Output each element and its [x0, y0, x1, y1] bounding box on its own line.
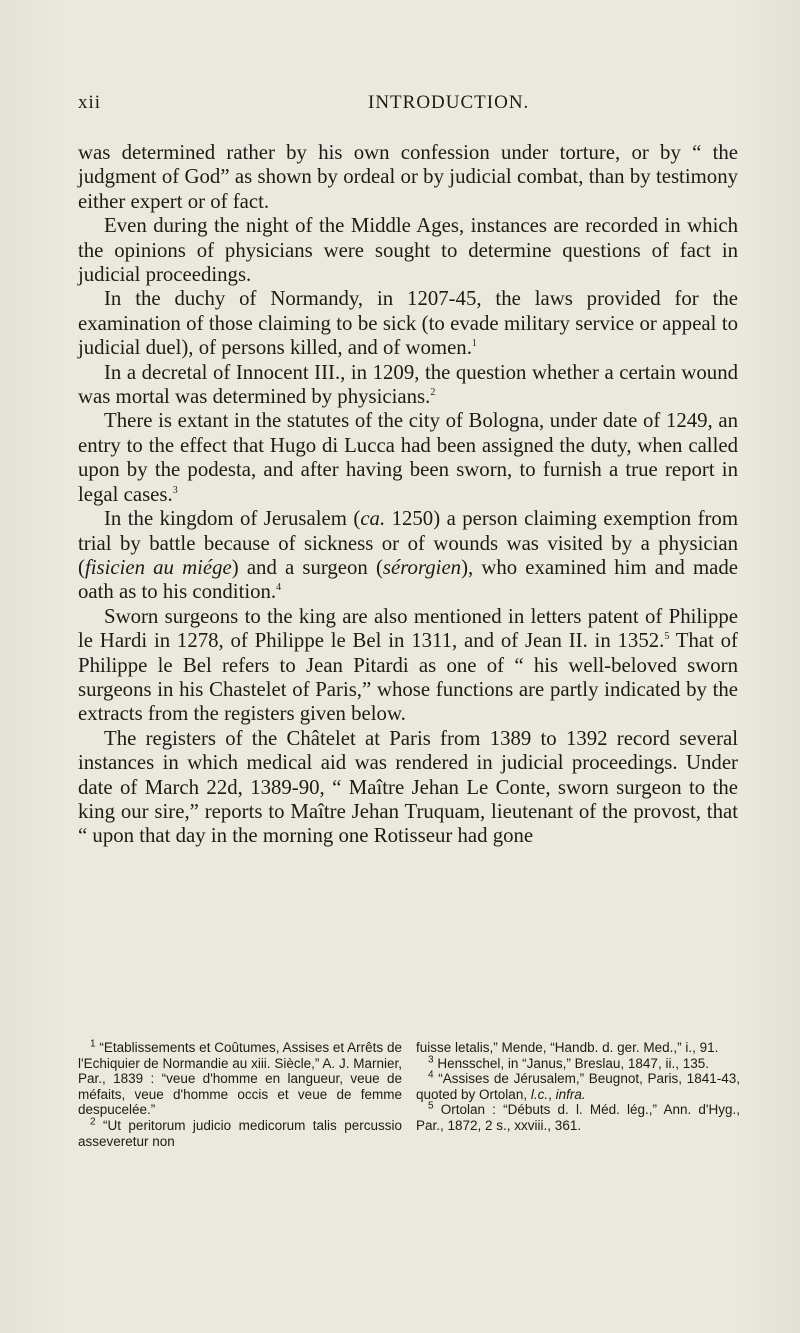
running-title: INTRODUCTION.: [368, 92, 530, 113]
footnote-1: $^1$ “Etablissements et Coûtumes, Assises et Arrêts de l'Echiquier de Normandie au xiii. Siècle,” A. J. Marnier, Par., 1839 : “veue d'homme en langueur, veue de méfaits, veue d'homme occis et veue de femme despucelée.”: [78, 1038, 402, 1118]
paragraph: The registers of the Châtelet at Paris from 1389 to 1392 record several instances in which medical aid was rendered in judicial proceedings. Under date of March 22d, 1389-90, “ Maître Jehan Le Conte, sworn surgeon to the king our sire,” reports to Maître Jehan Truquam, lieutenant of the provost, that “ upon that day in the morning one Rotisseur had gone: [78, 726, 738, 848]
paragraph: Sworn surgeons to the king are also mentioned in letters patent of Philippe le Hardi in 1278, of Philippe le Bel in 1311, and of Jean II. in 1352.$^5$ That of Philippe le Bel refers to Jean Pitardi as one of “ his well-beloved sworn surgeons in his Chastelet of Paris,” whose functions are partly indicated by the extracts from the registers given below.: [78, 604, 738, 726]
page-number: xii: [78, 92, 102, 113]
main-text: [78, 141, 738, 849]
paragraph: In a decretal of Innocent III., in 1209, the question whether a certain wound was mortal was determined by physicians.$^2$: [78, 360, 738, 409]
footnote-ref: 3: [172, 484, 178, 496]
footnote-5: $^5$ Ortolan : “Débuts d. l. Méd. lég.,” Ann. d'Hyg., Par., 1872, 2 s., xxviii., 361.: [416, 1100, 740, 1133]
footnote-ref: 4: [276, 582, 282, 594]
footnote-4: $^4$ “Assises de Jérusalem,” Beugnot, Paris, 1841-43, quoted by Ortolan, l.c., infra.: [416, 1069, 740, 1102]
footnote-2-continued: fuisse letalis,” Mende, “Handb. d. ger. Med.,” i., 91.: [416, 1040, 719, 1055]
footnote-2: $^2$ “Ut peritorum judicio medicorum talis percussio asseveretur non: [78, 1116, 402, 1149]
paragraph: In the kingdom of Jerusalem (ca. 1250) a person claiming exemption from trial by battle because of sickness or of wounds was visited by a physician (fisicien au miége) and a surgeon (sérorgien), who examined him and made oath as to his condition.$^4$: [78, 507, 738, 604]
paragraph: In the duchy of Normandy, in 1207-45, the laws provided for the examination of those claiming to be sick (to evade military service or appeal to judicial duel), of persons killed, and of women.$^1$: [78, 287, 738, 360]
footnotes-left-column: [78, 1040, 402, 1149]
footnote-ref: 5: [664, 631, 670, 643]
footnotes-right-column: [416, 1040, 740, 1149]
running-header: [78, 92, 738, 120]
footnote-ref: 1: [471, 338, 477, 350]
footnote-3: $^3$ Hensschel, in “Janus,” Breslau, 1847, ii., 135.: [428, 1054, 709, 1071]
paragraph: was determined rather by his own confession under torture, or by “ the judgment of God” as shown by ordeal or by judicial combat, than by testimony either expert or of fact.: [78, 141, 738, 213]
paragraph: There is extant in the statutes of the city of Bologna, under date of 1249, an entry to the effect that Hugo di Lucca had been assigned the duty, when called upon by the podesta, and after having been sworn, to furnish a true report in legal cases.$^3$: [78, 409, 738, 506]
paragraph: Even during the night of the Middle Ages, instances are recorded in which the opinions of physicians were sought to determine questions of fact in judicial proceedings.: [78, 214, 738, 287]
footnotes: [78, 1040, 740, 1149]
footnote-ref: 2: [430, 387, 436, 399]
